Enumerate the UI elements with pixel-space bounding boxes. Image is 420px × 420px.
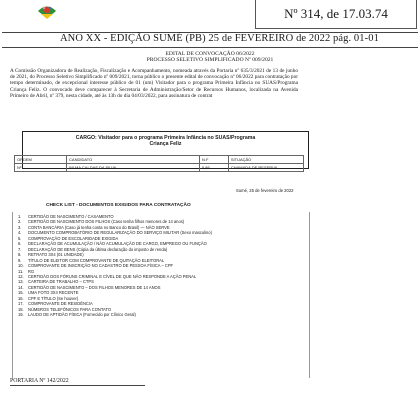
- checklist-title: CHECK LIST - DOCUMENTOS EXIGIDOS PARA CONTRATAÇÃO: [46, 203, 191, 208]
- checklist-item-label: NÚMEROS TELEFÔNICOS PARA CONTATO: [28, 306, 112, 312]
- checklist-item-label: CERTIDÃO DE NASCIMENTO – DOS FILHOS MENORES DE 14 ANOS: [28, 284, 161, 290]
- checklist-item-label: COMPROVAÇÃO DE ESCOLARIDADE EXIGIDA: [28, 235, 119, 241]
- checklist-item-number: 11.: [18, 268, 24, 274]
- edital-subheading: PROCESSO SELETIVO SIMPLIFICADO Nº 009/2021: [146, 57, 274, 63]
- checklist-item-label: CERTIDÃO DOS FÓRUNS CRIMINAL E CÍVEL DE QUE NÃO RESPONDE A AÇÃO PENAL: [28, 273, 197, 279]
- checklist-item-label: CERTIDÃO DE NASCIMENTO DOS FILHOS (Caso tenha filhos menores de 14 anos): [28, 219, 185, 225]
- checklist-item-number: 1.: [18, 214, 22, 219]
- checklist-item-number: 5.: [18, 235, 22, 241]
- checklist-item-label: DOCUMENTO COMPROBATÓRIO DE REGULARIZAÇÃO DO SERVIÇO MILITAR (Sexo masculino): [28, 230, 212, 236]
- checklist-item-number: 8.: [18, 252, 22, 258]
- checklist-item-label: LAUDO DE APTIDÃO FÍSICA (Fornecido por Clínico Geral): [28, 312, 136, 318]
- portaria-heading: PORTARIA Nº 142/2022: [10, 378, 69, 384]
- checklist: [18, 214, 308, 318]
- checklist-item-number: 2.: [18, 219, 22, 225]
- checklist-item-number: 6.: [18, 241, 22, 247]
- issue-number: Nº 314, de 17.03.74: [284, 6, 388, 21]
- table-cell: 5,86: [199, 164, 228, 172]
- table-date: Sumé, 25 de fevereiro de 2022: [236, 188, 294, 193]
- checklist-item-label: DECLARAÇÃO DE BENS (Cópia da última declaração do imposto de renda): [28, 246, 168, 252]
- issue-number-box: [255, 0, 417, 29]
- checklist-item: [18, 312, 308, 317]
- table-cell: WLMA CALDAS DA SILVA: [67, 164, 200, 172]
- municipal-crest-logo: [36, 2, 58, 20]
- checklist-item-label: RETRATO 3X4 (01 UNIDADE): [28, 252, 84, 258]
- checklist-item-number: 16.: [18, 295, 24, 301]
- checklist-item-number: 18.: [18, 306, 24, 312]
- table-cell: Nº: [15, 164, 67, 172]
- checklist-item-label: TÍTULO DE ELEITOR COM COMPROVANTE DE QUITAÇÃO ELEITORAL: [28, 257, 165, 263]
- checklist-item-number: 9.: [18, 257, 22, 263]
- column-header: N.F: [199, 156, 228, 164]
- divider: [2, 47, 418, 48]
- checklist-item-number: 4.: [18, 230, 22, 236]
- table-header-row: [15, 156, 304, 164]
- checklist-item-number: 3.: [18, 224, 22, 230]
- checklist-item-label: CPF E TÍTULO (Se houver): [28, 295, 79, 301]
- column-header: ORDEM: [15, 156, 67, 164]
- divider: [10, 385, 145, 386]
- table-cell: CHAMADA DE RESERVA: [228, 164, 303, 172]
- checklist-item-number: 15.: [18, 290, 24, 296]
- edital-paragraph: A Comissão Organizadora de Realização, Fiscalização e Acompanhamento, nomeada através da Portaria nº 635/3/2021 de 13 de junho de 2021, do Processo Seletivo Simplificado nº 009/2021, torna público o presente edital de convocação nº 06/2022 para contratação por tempo determinado, de excepcional interesse público de 01 (um) Visitador para o programa Primeira Infância no SUAS/Programa Criança Feliz. O convocado deve comparecer à Secretaria de Administração/Setor de Recursos Humanos, localizada na Avenida Primeiro de Abril, nº 379, nesta cidade, até às 13h do dia 04/03/2022, para assinatura de contrat: [10, 68, 298, 99]
- edition-line: ANO XX - EDIÇÃO SUMÉ (PB) 25 de FEVEREIRO de 2022 pág. 01-01: [60, 33, 379, 44]
- edital-heading: EDITAL DE CONVOCAÇÃO 06/2022: [165, 51, 255, 57]
- candidate-table: [14, 155, 304, 172]
- checklist-item-number: 10.: [18, 263, 24, 269]
- checklist-item-number: 19.: [18, 312, 24, 318]
- checklist-item-number: 13.: [18, 279, 24, 285]
- checklist-item-label: COMPROVANTE DE RESIDÊNCIA: [28, 301, 93, 307]
- checklist-item-number: 12.: [18, 273, 24, 279]
- checklist-item-label: CONTA BANCÁRIA (Caso já tenha conta no Banco do Brasil) — NÃO SERVE: [28, 224, 170, 230]
- table-row: [15, 164, 304, 172]
- checklist-item-number: 7.: [18, 246, 22, 252]
- column-header: SITUAÇÃO: [228, 156, 303, 164]
- checklist-item-label: CERTIDÃO DE NASCIMENTO / CASAMENTO: [28, 214, 114, 219]
- column-header: CANDIDATO: [67, 156, 200, 164]
- checklist-item-label: CARTEIRA DE TRABALHO – CTPS: [28, 279, 94, 285]
- checklist-item-label: UMA FOTO 3X4 RECENTE: [28, 290, 79, 296]
- checklist-item-label: RG: [28, 268, 35, 274]
- checklist-item-label: COMPROVANTE DE INSCRIÇÃO NO CADASTRO DE PESSOA FÍSICA – CPF: [28, 263, 174, 269]
- cargo-title: CARGO: Visitador para o programa Primeira Infância no SUAS/Programa Criança Feliz: [75, 135, 256, 147]
- checklist-item-number: 17.: [18, 301, 24, 307]
- checklist-item-number: 14.: [18, 284, 24, 290]
- checklist-item-label: DECLARAÇÃO DE ACUMULAÇÃO / NÃO ACUMULAÇÃO DE CARGO, EMPREGO OU FUNÇÃO: [28, 241, 207, 247]
